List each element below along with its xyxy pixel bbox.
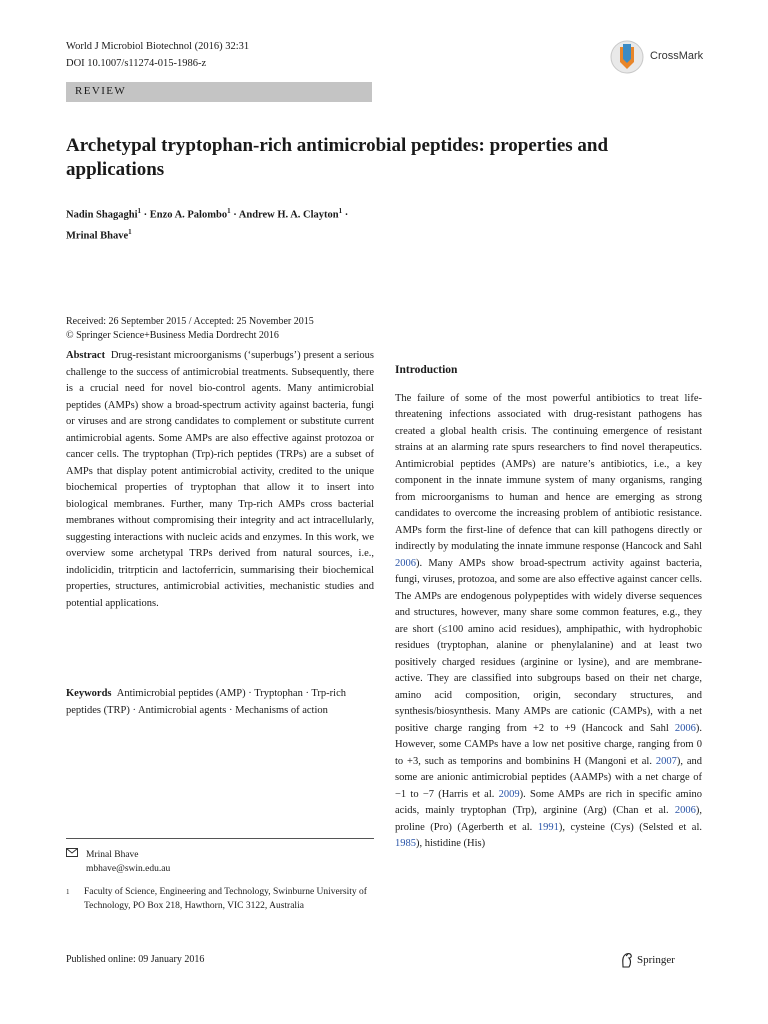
author-name[interactable]: Andrew H. A. Clayton [238,209,339,221]
publisher-name: Springer [637,954,675,966]
author-affiliation-mark: 1 [128,227,132,236]
journal-line: World J Microbiol Biotechnol (2016) 32:31 [66,41,250,52]
citation-link[interactable]: 2006 [395,557,416,569]
published-date: Published online: 09 January 2016 [66,954,205,965]
body-text: ), and some are anionic antimicrobial peptides (AAMPs) with a net charge of −1 to −7 (Harris et al. [395,755,702,800]
author-name[interactable]: Nadin Shagaghi [66,209,138,221]
introduction-section [395,362,702,853]
abstract-text: Drug-resistant microorganisms (‘superbugs’) present a serious challenge to the success of antimicrobial treatments. Subsequently, there is a crucial need for novel bio-control agents. Many antimicrobial peptides (AMPs) show a broad-spectrum activity against bacteria, fungi or viruses and are strong candidates to complement or substitute current antimicrobial agents. Some AMPs are also effective against protozoa or cancer cells. The tryptophan (Trp)-rich peptides (TRPs) are a subset of AMPs that display potent antimicrobial activity, credited to the unique biochemical properties of tryptophan that allow it to insert into biological membranes. Further, many Trp-rich AMPs cross bacterial membranes without compromising their integrity and act intracellularly, suggesting interactions with nucleic acids and enzymes. In this work, we overview some archetypal TRPs derived from natural sources, i.e., indolicidin, tritrpticin and lactoferricin, summarising their biochemical properties, structures, antimicrobial activities, mechanistic studies and potential applications. [66,350,375,609]
body-text: ), proline (Pro) (Agerberth et al. [395,805,702,833]
crossmark-icon [610,38,644,76]
keywords-label: Keywords [66,688,112,699]
doi-line[interactable]: DOI 10.1007/s11274-015-1986-z [66,58,207,69]
author-name[interactable]: Mrinal Bhave [66,230,129,241]
citation-link[interactable]: 2009 [498,788,520,800]
correspondence-block [66,848,374,876]
body-text: ), cysteine (Cys) (Selsted et al. [558,821,702,833]
affiliation-block [66,885,374,913]
article-dates [66,315,314,343]
received-accepted: Received: 26 September 2015 / Accepted: 25 November 2015 [66,316,314,327]
body-text: The failure of some of the most powerful antibiotics to treat life-threatening infections associated with drug-resistant pathogens has created a global health crisis. The continuing emergence of resistant strains at an alarming rate spurs researchers to find novel therapeutics. Antimicrobial peptides (AMPs) are nature’s antibiotics, i.e., a key component in the innate immune system of many organisms, ranging from microorganisms to human and hence are emerging as strong candidates to overcome the increasing problem of antibiotic resistance. AMPs form the first-line of defence that can kill pathogens directly or indirectly by modulating the innate immune response (Hancock and Sahl [395,392,702,552]
keywords-section [66,686,374,719]
introduction-body [395,391,702,853]
abstract-label: Abstract [66,350,106,361]
author-separator: · [342,209,349,221]
footnote-divider [66,838,374,839]
article-type-bar [66,82,372,102]
abstract-section [66,348,374,612]
citation-link[interactable]: 1991 [537,821,559,833]
body-text: ). Some AMPs are rich in specific amino acids, mainly tryptophan (Trp), arginine (Arg) (Chan et al. [395,788,702,816]
author-affiliation-mark: 1 [227,207,231,215]
crossmark-label: CrossMark [650,50,704,62]
author-affiliation-mark: 1 [338,207,343,215]
author-separator: · [141,209,150,221]
author-name[interactable]: Enzo A. Palombo [149,209,228,221]
envelope-icon [66,848,86,876]
body-text: ), histidine (His) [416,838,486,849]
citation-link[interactable]: 2006 [674,722,696,734]
citation-link[interactable]: 2007 [655,755,677,767]
author-separator: · [230,209,239,221]
article-title: Archetypal tryptophan-rich antimicrobial peptides: properties and applications [66,135,609,180]
article-type-label: REVIEW [75,85,127,97]
body-text: ). Many AMPs show broad-spectrum activity against bacteria, fungi, viruses, protozoa, and some are also effective against cancer cells. The AMPs are endogenous polypeptides with widely diverse sequences and structures, however, many share some common features, e.g., they are short (≤100 amino acid residues), amphipathic, with hydrophobic residues (tryptophan, alanine or phenylalanine) and at least two positively charged residues (arginine or lysine), and are membrane-active. They are classified into subgroups based on their net charge, amino acid composition, origin, secondary structures, and synthesis/biosynthesis. Many AMPs are cationic (CAMPs), with a net positive charge ranging from +2 to +9 (Hancock and Sahl [395,557,702,734]
keywords-text: Antimicrobial peptides (AMP) · Tryptophan · Trp-rich peptides (TRP) · Antimicrobial agents · Mechanisms of action [66,688,346,716]
affiliation-text: Faculty of Science, Engineering and Technology, Swinburne University of Technology, PO Box 218, Hawthorn, VIC 3122, Australia [84,887,367,911]
publisher-logo[interactable] [620,950,675,970]
corresponding-author-email[interactable]: mbhave@swin.edu.au [86,864,171,874]
body-text: ). However, some CAMPs have a low net positive charge, ranging from 0 to +3, such as temporins and bombinins H (Mangoni et al. [395,722,702,767]
crossmark-badge[interactable] [610,38,702,78]
journal-citation [66,38,249,72]
author-list [66,203,486,244]
springer-horse-icon [620,952,634,968]
citation-link[interactable]: 2006 [674,805,696,816]
author-affiliation-mark: 1 [137,207,141,215]
introduction-heading: Introduction [395,364,458,376]
affiliation-mark: 1 [66,888,70,896]
copyright-line: © Springer Science+Business Media Dordrecht 2016 [66,330,279,341]
citation-link[interactable]: 1985 [395,838,416,849]
corresponding-author-name: Mrinal Bhave [86,850,139,860]
